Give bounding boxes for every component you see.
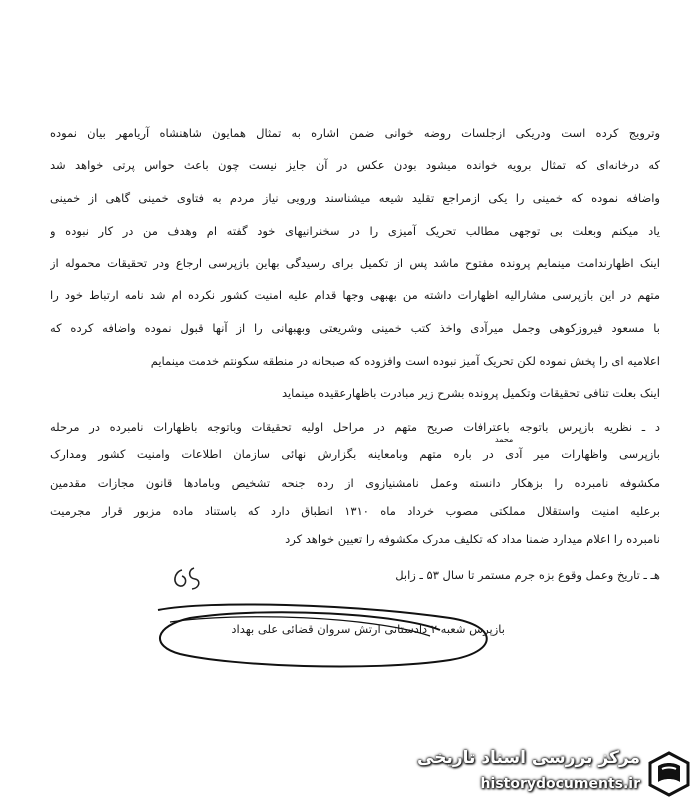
document-line: برعلیه امنیت واستقلال مملکتی مصوب خرداد ماه ۱۳۱۰ انطباق دارد که باستناد ماده مزبور قرار مجرمیت	[50, 504, 660, 518]
watermark	[417, 744, 692, 804]
document-line: مکشوفه نامبرده را بزهکار دانسته وعمل نامشنیازوی از رده جنحه تشخیص وبامادها قانون مجازات مقدمین	[50, 476, 660, 490]
document-line: که درخانه‌ای که تمثال برویه خوانده میشود بودن عکس در آن جایز نیست چون باعث حواس پرتی خواهد شد	[50, 158, 660, 172]
document-line: با مسعود فیروزکوهی وجمل میرآدی واخذ کتب خمینی وشریعتی وبهبهانی را از آنها قبول نموده واضافه کرده که	[50, 321, 660, 335]
document-line: د ـ نظریه بازپرس باتوجه باعترافات صریح متهم در مراحل اولیه تحقیقات وباتوجه باظهارات نامبرده در مرحله	[50, 420, 660, 434]
document-line: نامبرده را اعلام میدارد ضمنا مداد که تکلیف مدرک مکشوفه را تعیین خواهد کرد	[285, 532, 660, 546]
document-line: متهم در این بازپرسی مشارالیه اظهارات داشته من بهبهی وجها قدام علیه امنیت کشور نکرده ام شد نامه ارتباط خود را	[50, 288, 660, 302]
document-line: اینک بعلت تنافی تحقیقات وتکمیل پرونده بشرح زیر مبادرت باظهارعقیده مینماید	[281, 386, 660, 400]
interline-note: محمد	[495, 435, 514, 444]
document-line: واضافه نموده که خمینی را یکی ازمراجع تقلید شیعه میشناسند ورویی نیاز مردم به فتاوی خمینی گاهی از خمینی	[50, 191, 660, 205]
archive-logo-icon	[646, 750, 692, 798]
initials-mark	[168, 562, 208, 596]
document-line: اعلامیه ای را پخش نموده لکن تحریک آمیز نبوده است وافزوده که صبحانه در منطقه سکونتم خدمت مینمایم	[150, 354, 660, 368]
document-line: هـ ـ تاریخ وعمل وقوع بزه جرم مستمر تا سال ۵۳ ـ زابل	[395, 568, 660, 582]
signature-line: بازپرس شعبه ۲ دادستانی ارتش سروان قضائی علی بهداد	[231, 622, 505, 636]
document-line: اینک اظهارندامت مینمایم پرونده مفتوح ماشد پس از تکمیل برای رسیدگی بهاین بازپرسی ارجاع ودر تحقیقات محموله از	[50, 256, 660, 270]
document-line: یاد میکنم وبعلت بی توجهی مطالب تحریک آمیزی را در سخنرانیهای خود گفته ام وهدف من در کار نبوده و	[50, 224, 660, 238]
document-line: بازپرسی واظهارات میر آدی در باره متهم وبامعاینه بگزارش نهائی سازمان اطلاعات وامنیت کشور ومدارک	[50, 447, 660, 461]
watermark-url: historydocuments.ir	[480, 776, 640, 792]
watermark-title: مرکز بررسی اسناد تاریخی	[417, 748, 640, 768]
document-line: وترویج کرده است ودریکی ازجلسات روضه خوانی ضمن اشاره به تمثال همایون شاهنشاه آریامهر بیان نموده	[50, 126, 660, 140]
signature-scribble	[150, 600, 510, 680]
